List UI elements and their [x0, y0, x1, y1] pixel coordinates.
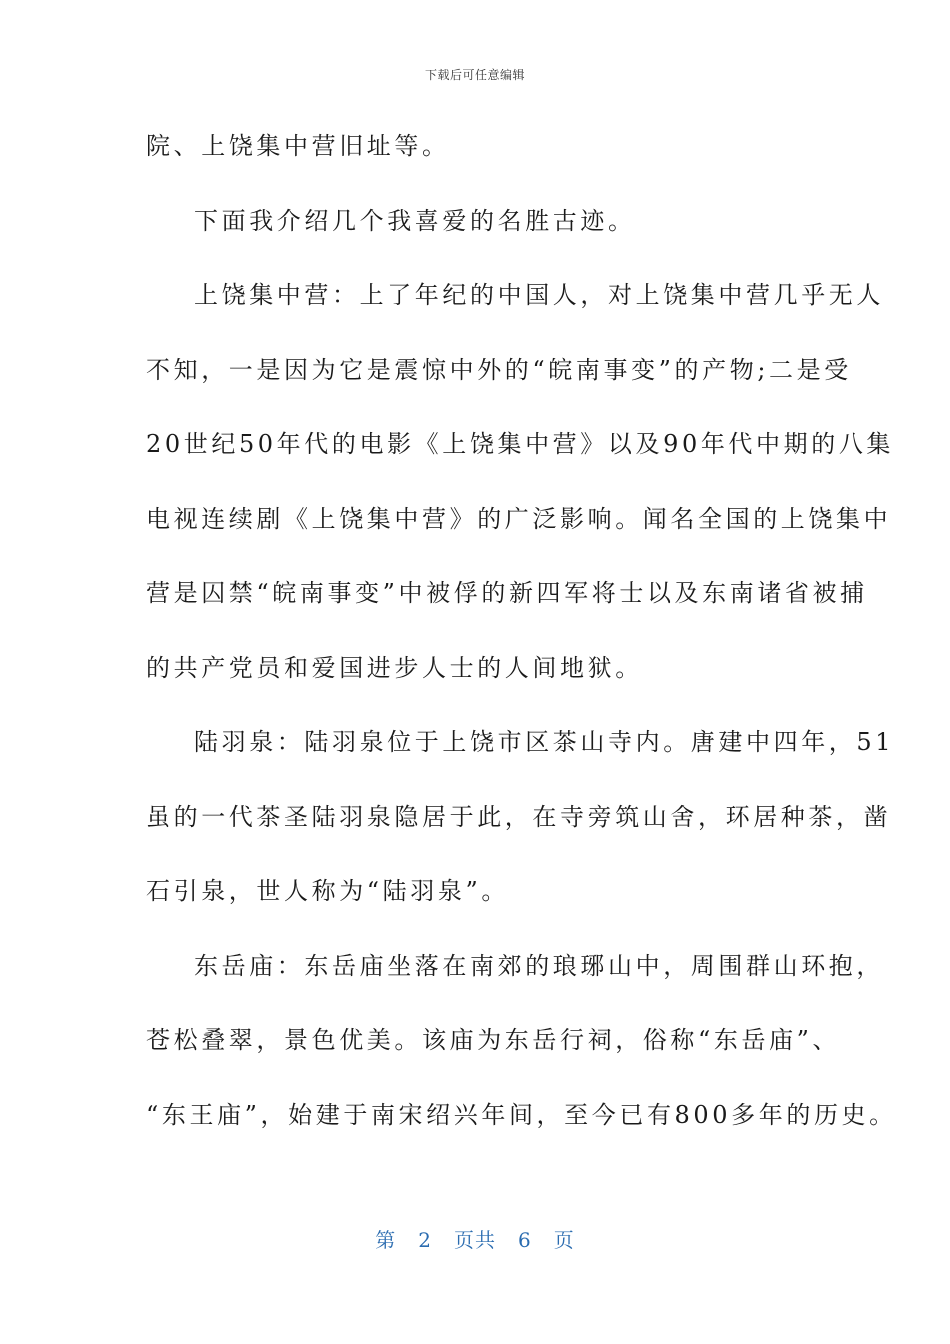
text-line: 的共产党员和爱国进步人士的人间地狱。 — [146, 653, 643, 682]
text-line: 苍松叠翠，景色优美。该庙为东岳行祠，俗称“东岳庙”、 — [146, 1026, 841, 1054]
text-line: 不知，一是因为它是震惊中外的“皖南事变”的产物;二是受 — [146, 355, 852, 384]
text-line: 电视连续剧《上饶集中营》的广泛影响。闻名全国的上饶集中 — [146, 504, 892, 533]
page-footer — [0, 1224, 950, 1253]
text-line: 上饶集中营：上了年纪的中国人，对上饶集中营几乎无人 — [194, 281, 884, 309]
text-line: 石引泉，世人称为“陆羽泉”。 — [146, 877, 509, 905]
text-line: 营是囚禁“皖南事变”中被俘的新四军将士以及东南诸省被捕 — [146, 579, 868, 607]
text-line: 20世纪50年代的电影《上饶集中营》以及90年代中期的八集 — [146, 430, 895, 458]
text-line: 院、上饶集中营旧址等。 — [146, 132, 450, 160]
footer-suffix: 页 — [553, 1228, 575, 1252]
header-note: 下载后可任意编辑 — [424, 68, 525, 82]
footer-current-page: 2 — [418, 1228, 432, 1252]
footer-prefix: 第 — [375, 1228, 397, 1252]
text-line: 虽的一代茶圣陆羽泉隐居于此，在寺旁筑山舍，环居种茶，凿 — [146, 802, 892, 831]
body-text — [146, 122, 897, 1165]
footer-total-pages: 6 — [518, 1228, 532, 1252]
text-line: “东王庙”，始建于南宋绍兴年间，至今已有800多年的历史。 — [146, 1100, 897, 1129]
text-line: 东岳庙：东岳庙坐落在南郊的琅琊山中，周围群山环抱， — [194, 951, 884, 980]
text-line: 下面我介绍几个我喜爱的名胜古迹。 — [194, 206, 636, 235]
text-line: 陆羽泉：陆羽泉位于上饶市区茶山寺内。唐建中四年，51 — [194, 728, 895, 756]
footer-middle: 页共 — [454, 1228, 496, 1252]
